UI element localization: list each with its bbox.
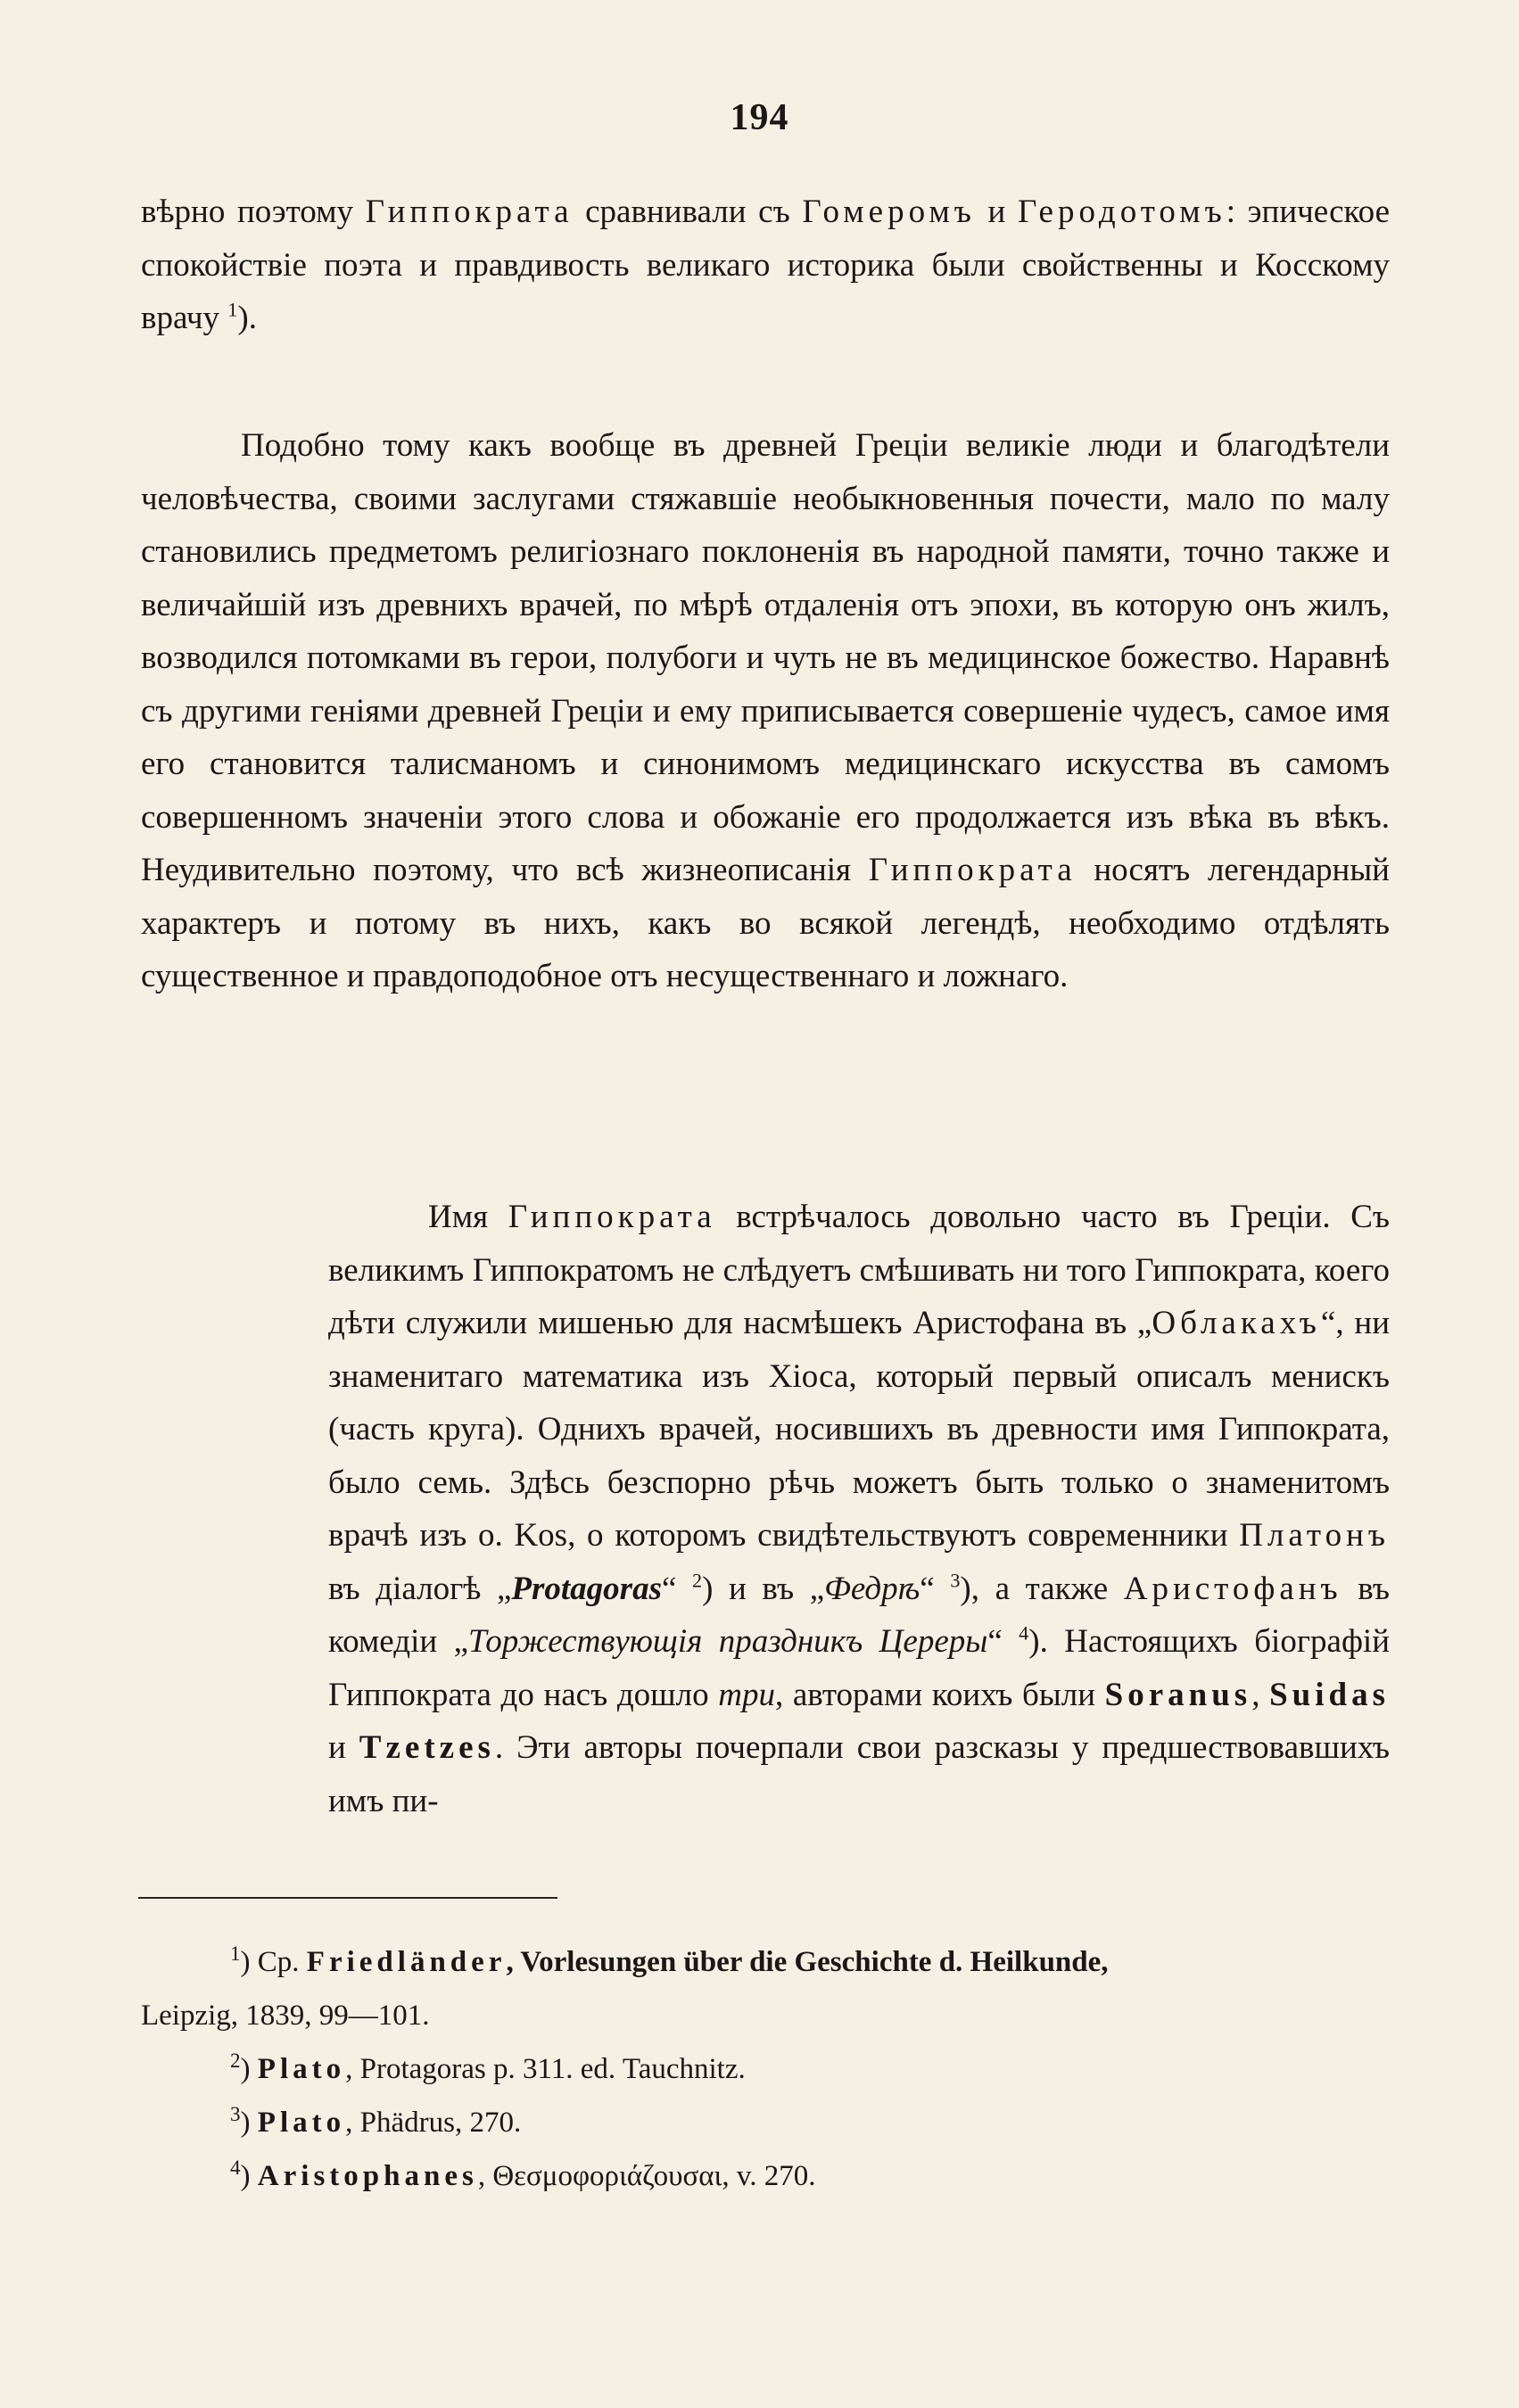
- footnote-text: Leipzig, 1839, 99—101.: [141, 2000, 430, 2032]
- text: носятъ легендарный характеръ и потому въ нихъ, какъ во всякой легендѣ, необходимо отдѣлять существенное и правдоподобное отъ несущественнаго и ложнаго.: [141, 852, 1390, 994]
- text: въ комедіи „: [328, 1570, 1390, 1660]
- page-number: 194: [730, 97, 789, 138]
- footnote-text: , Protagoras p. 311. ed. Tauchnitz.: [345, 2053, 746, 2085]
- footnote-author: Friedländer: [306, 1946, 507, 1978]
- text: въ діалогѣ „: [328, 1570, 512, 1607]
- text: ) и въ „: [702, 1570, 825, 1607]
- footnote-2: $^2$) Plato, Protagoras p. 311. ed. Tauchnitz.: [230, 2049, 746, 2085]
- word-three: три: [718, 1676, 775, 1713]
- footnotes: [141, 1935, 1390, 2203]
- footnote-1-continuation: [141, 1989, 1390, 2042]
- text: Подобно тому какъ вообще въ древней Греціи великіе люди и благодѣтели человѣчества, своими заслугами стяжавшіе необыкновенныя почести, мало по малу становились предметомъ религіознаго поклоненія въ народной памяти, точно также и величайшій изъ древнихъ врачей, по мѣрѣ отдаленія отъ эпохи, въ которую онъ жилъ, возводился потомками въ герои, полубоги и чуть не въ медицинское божество. Наравнѣ съ другими геніями древней Греціи и ему приписывается совершеніе чудесъ, самое имя его становится талисманомъ и синонимомъ медицинскаго искусства въ самомъ совершенномъ значеніи этого слова и обожаніе его продолжается изъ вѣка въ вѣкъ. Неудивительно поэтому, что всѣ жизнеописанія: [141, 427, 1390, 888]
- footnote-mark: 1: [230, 1942, 241, 1965]
- footnote-author: Aristophanes: [257, 2160, 478, 2192]
- footnote-ref: 3: [950, 1569, 961, 1592]
- footnote-1: $^1$) Cp. Friedländer, Vorlesungen über die Geschichte d. Heilkunde,: [230, 1942, 1109, 1978]
- text: вѣрно поэтому: [141, 194, 366, 230]
- text: ). Настоящихъ біографій Гиппократа до насъ дошло: [328, 1623, 1390, 1713]
- text: встрѣчалось довольно часто въ Греціи. Съ великимъ Гиппократомъ не слѣдуетъ смѣшивать ни того Гиппократа, коего дѣти служили мишенью для насмѣшекъ Аристофана въ „: [328, 1199, 1391, 1341]
- text: “: [987, 1623, 1020, 1660]
- text: “: [661, 1570, 692, 1607]
- text: ,: [1251, 1676, 1270, 1713]
- name-soranus: Soranus: [1104, 1676, 1252, 1713]
- name-homer: Гомеромъ: [802, 194, 976, 230]
- paragraph-1: [141, 186, 1390, 345]
- footnote-ref: 2: [692, 1569, 703, 1592]
- paragraph-3: [328, 1191, 1390, 1827]
- text: и: [975, 194, 1018, 230]
- name-hippocrates: Гиппократа: [868, 852, 1077, 888]
- footnote-author: Plato: [257, 2053, 346, 2085]
- text: “: [920, 1570, 951, 1607]
- name-herodotus: Геродотомъ: [1017, 194, 1226, 230]
- title-clouds: Облакахъ: [1152, 1305, 1321, 1341]
- text: сравнивали съ: [573, 194, 803, 230]
- text: ), а также: [960, 1570, 1124, 1607]
- title-phaedrus: Федрѣ: [824, 1570, 920, 1607]
- footnote-3: $^3$) Plato, Phädrus, 270.: [230, 2102, 522, 2139]
- name-hippocrates: Гиппократа: [365, 194, 574, 230]
- footnote-mark: 3: [230, 2102, 241, 2125]
- footnote-mark: 4: [230, 2156, 241, 2179]
- title-thesmophoriazusae: Торжествующія праздникъ Цереры: [468, 1623, 988, 1660]
- footnote-text: , Θεσμοφοριάζουσαι, v. 270.: [477, 2160, 816, 2192]
- footnote-mark: 2: [230, 2049, 241, 2072]
- footnote-divider: [138, 1897, 557, 1899]
- name-tzetzes: Tzetzes: [359, 1729, 495, 1766]
- footnote-text: , Phädrus, 270.: [345, 2107, 522, 2139]
- footnote-ref: 4: [1019, 1621, 1029, 1645]
- footnote-author: Plato: [257, 2107, 346, 2139]
- text: . Эти авторы почерпали свои разсказы у предшествовавшихъ имъ пи-: [328, 1729, 1390, 1819]
- text: и: [328, 1729, 359, 1766]
- title-protagoras: Protagoras: [511, 1570, 662, 1607]
- text: : эпическое спокойствіе поэта и правдивость великаго историка были свойственны и Косскому врачу: [141, 194, 1390, 336]
- footnote-4: $^4$) Aristophanes, Θεσμοφοριάζουσαι, v. 270.: [230, 2156, 816, 2192]
- paragraph-2: [141, 419, 1390, 1003]
- text: “, ни знаменитаго математика изъ Хіоса, который первый описалъ менискъ (часть круга). Однихъ врачей, носившихъ въ древности имя Гиппократа, было семь. Здѣсь безспорно рѣчь можетъ быть только о знаменитомъ врачѣ изъ о. Kos, о которомъ свидѣтельствуютъ современники: [328, 1305, 1391, 1554]
- text: , авторами коихъ были: [775, 1676, 1105, 1713]
- footnote-text: , Vorlesungen über die Geschichte d. Heilkunde,: [506, 1946, 1109, 1978]
- name-plato: Платонъ: [1239, 1517, 1390, 1554]
- footnote-ref: 1: [227, 298, 238, 321]
- name-hippocrates: Гиппократа: [508, 1199, 716, 1235]
- name-suidas: Suidas: [1269, 1676, 1390, 1713]
- text: ).: [237, 300, 257, 336]
- text: Имя: [428, 1199, 508, 1235]
- name-aristophanes: Аристофанъ: [1123, 1570, 1342, 1607]
